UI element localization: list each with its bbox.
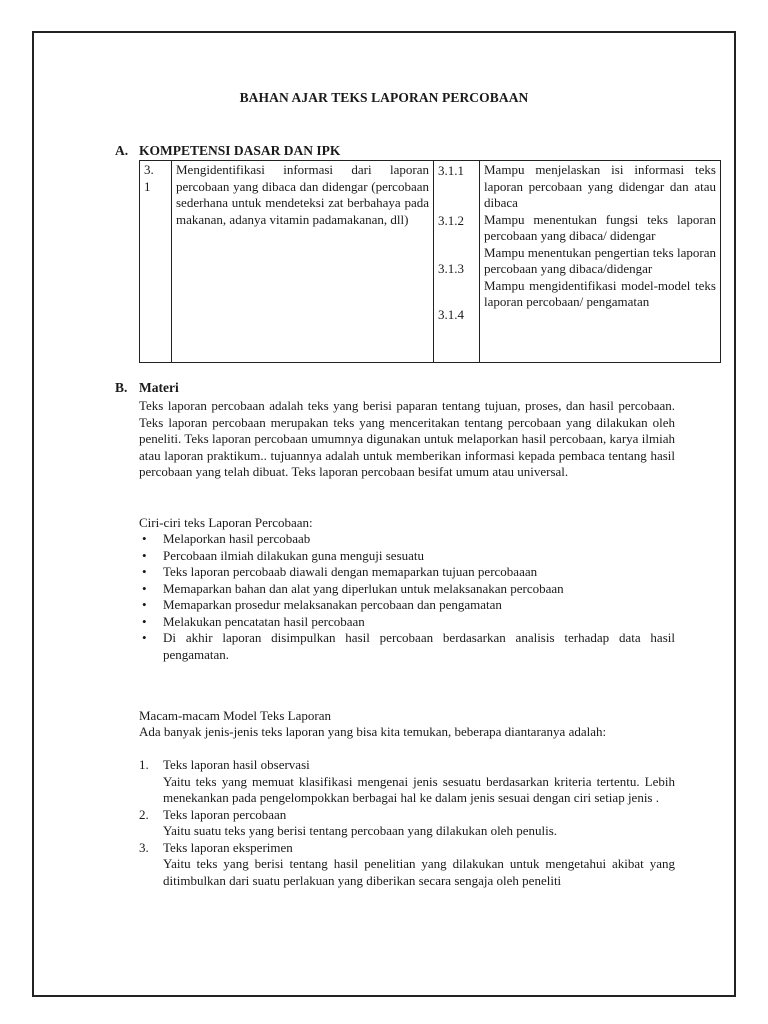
section-a-letter: A. [115,143,129,158]
item-number: 1. [139,757,149,772]
ciri-item-text: Melaporkan hasil percobaab [163,531,311,546]
macam-heading: Macam-macam Model Teks Laporan [139,708,331,723]
materi-paragraph: Teks laporan percobaan adalah teks yang berisi paparan tentang tujuan, proses, dan hasil percobaan. Teks laporan percobaan merupakan teks yang menceritakan tentang percobaan yang dilakukan oleh peneliti. Teks laporan percobaan umumnya digunakan untuk melaporkan hasil percobaan, karya ilmiah atau laporan praktikum.. tujuannya adalah untuk memberikan informasi kepada pembaca tentang hasil percobaan yang telah dibuat. Teks laporan percobaan besifat umum atau universal. [139,398,675,479]
ipk-text: Mampu menjelaskan isi informasi teks laporan percobaan yang didengar dan atau dibaca [484,162,716,210]
ipk-number: 3.1.3 [438,261,464,276]
macam-intro: Ada banyak jenis-jenis teks laporan yang bisa kita temukan, beberapa diantaranya adalah: [139,724,607,739]
item-title: Teks laporan percobaan [163,806,287,822]
ipk-text: Mampu menentukan fungsi teks laporan percobaan yang dibaca/ didengar [484,211,716,243]
ipk-text: Mampu menentukan pengertian teks laporan percobaan yang dibaca/didengar [484,244,716,276]
macam-list [139,757,675,889]
list-item [139,581,675,598]
ipk-text: Mampu mengidentifikasi model-model teks laporan percobaan/ pengamatan [484,277,716,309]
ciri-item-text: Percobaan ilmiah dilakukan guna menguji sesuatu [163,547,425,563]
kd-text-cell: Mengidentifikasi informasi dari laporan percobaan yang dibaca dan didengar (percobaan sederhana untuk mendeteksi zat berbahaya pada makanan, adanya vitamin padamakanan, dll) [172,161,434,363]
item-title: Teks laporan eksperimen [163,839,293,855]
list-item [139,531,675,548]
item-number: 2. [139,806,149,822]
section-b-letter: B. [115,380,128,395]
ciri-item-text: Memaparkan bahan dan alat yang diperlukan untuk melaksanakan percobaan [163,580,564,596]
bullet: • [142,597,147,612]
bullet: • [142,580,147,596]
ipk-number: 3.1.2 [438,213,464,228]
ciri-item-text: Teks laporan percobaab diawali dengan memaparkan tujuan percobaaan [163,564,538,579]
list-item [139,630,675,663]
item-description: Yaitu teks yang memuat klasifikasi mengenai jenis sesuatu berdasarkan kriteria tertentu. Lebih menekankan pada pengelompokkan berbagai hal ke dalam jenis sesuai dengan ciri setiap jenis . [163,773,675,805]
bullet: • [142,531,147,546]
ipk-number-cell [434,161,480,363]
ciri-list [139,531,675,663]
bullet: • [142,547,147,563]
list-item [139,757,675,807]
bullet: • [142,564,147,579]
bullet: • [142,630,147,645]
item-title: Teks laporan hasil observasi [163,757,310,772]
kompetensi-table [139,160,721,363]
ciri-item-text: Memaparkan prosedur melaksanakan percobaan dan pengamatan [163,597,502,612]
list-item [139,840,675,890]
list-item [139,564,675,581]
ciri-heading: Ciri-ciri teks Laporan Percobaan: [139,515,313,530]
document-title: BAHAN AJAR TEKS LAPORAN PERCOBAAN [239,90,529,105]
kd-number-cell: 3. 1 [140,161,172,363]
item-description: Yaitu suatu teks yang berisi tentang percobaan yang dilakukan oleh penulis. [163,823,558,838]
list-item [139,548,675,565]
section-a-heading: KOMPETENSI DASAR DAN IPK [139,143,341,158]
ipk-number: 3.1.4 [438,307,464,322]
table-row [140,161,721,363]
list-item [139,614,675,631]
ciri-item-text: Melakukan pencatatan hasil percobaan [163,613,365,629]
section-b-heading: Materi [139,380,179,395]
bullet: • [142,613,147,629]
item-number: 3. [139,839,149,855]
item-description: Yaitu teks yang berisi tentang hasil penelitian yang dilakukan untuk mengetahui akibat yang ditimbulkan dari suatu perlakuan yang diberikan secara sengaja oleh peneliti [163,856,675,888]
ipk-text-cell [480,161,721,363]
ipk-number: 3.1.1 [438,163,464,178]
list-item [139,597,675,614]
ciri-item-text: Di akhir laporan disimpulkan hasil percobaan berdasarkan analisis terhadap data hasil pengamatan. [163,630,675,662]
list-item [139,807,675,840]
